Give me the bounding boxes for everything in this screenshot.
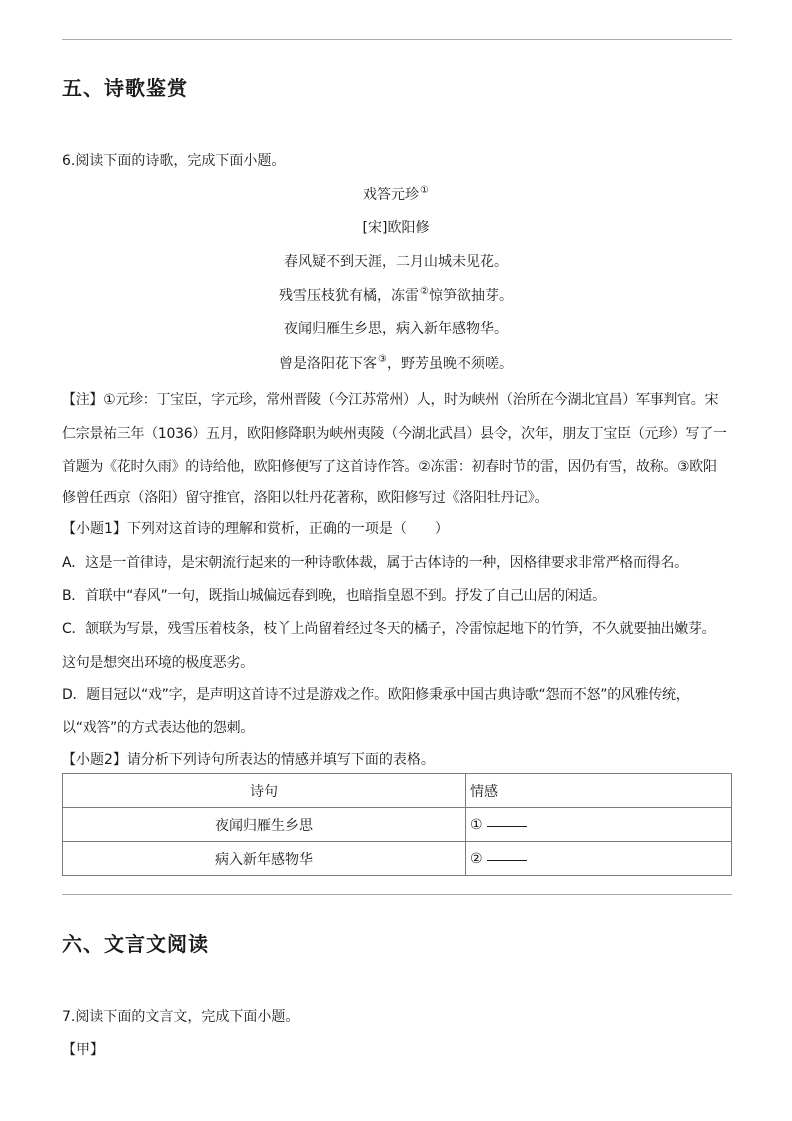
poem-note-line-4: 修曾任西京（洛阳）留守推官，洛阳以牡丹花著称，欧阳修写过《洛阳牡丹记》。 <box>62 490 549 506</box>
emotion-table <box>62 773 732 876</box>
table-row <box>63 842 732 876</box>
table-cell-poem-line: 夜闻归雁生乡思 <box>63 808 466 842</box>
footnote-mark-3: ③ <box>378 354 387 365</box>
passage-label-jia: 【甲】 <box>62 1042 104 1058</box>
sub-question-1-stem: 【小题1】下列对这首诗的理解和赏析，正确的一项是（ ） <box>62 521 449 537</box>
answer-blank[interactable] <box>487 850 527 861</box>
poem-line-4-part-b: ，野芳虽晚不须嗟。 <box>386 356 513 372</box>
section-title-poetry: 五、诗歌鉴赏 <box>62 76 188 100</box>
header-poem-line: 诗句 <box>63 774 466 808</box>
poem-line-2-part-a: 残雪压枝犹有橘，冻雷 <box>279 288 420 304</box>
question-7-prompt: 7.阅读下面的文言文，完成下面小题。 <box>62 1009 300 1025</box>
footnote-mark-1: ① <box>420 185 429 196</box>
section-title-classical-chinese: 六、文言文阅读 <box>62 932 209 956</box>
top-divider <box>62 39 732 40</box>
question-6-prompt: 6.阅读下面的诗歌，完成下面小题。 <box>62 153 286 169</box>
table-cell-emotion[interactable] <box>466 842 732 876</box>
answer-blank[interactable] <box>487 816 527 827</box>
option-c: C．颔联为写景，残雪压着枝条，枝丫上尚留着经过冬天的橘子，冷雷惊起地下的竹笋，不久就要抽出嫩芽。 <box>62 621 716 637</box>
table-cell-emotion[interactable] <box>466 808 732 842</box>
poem-note-line-1: 【注】①元珍：丁宝臣，字元珍，常州晋陵（今江苏常州）人，时为峡州（治所在今湖北宜昌）军事判官。宋 <box>62 392 719 408</box>
poem-line-4 <box>0 353 792 373</box>
poem-note-line-3: 首题为《花时久雨》的诗给他，欧阳修便写了这首诗作答。②冻雷：初春时节的雷，因仍有雪，故称。③欧阳 <box>62 459 717 475</box>
poem-author: [宋]欧阳修 <box>362 220 430 236</box>
option-a: A．这是一首律诗，是宋朝流行起来的一种诗歌体裁，属于古体诗的一种，因格律要求非常严格而得名。 <box>62 555 688 571</box>
poem-line-1: 春风疑不到天涯，二月山城未见花。 <box>284 254 508 270</box>
header-emotion: 情感 <box>466 774 732 808</box>
poem-line-4-part-a: 曾是洛阳花下客 <box>279 356 378 372</box>
option-d: D．题目冠以“戏”字，是声明这首诗不过是游戏之作。欧阳修秉承中国古典诗歌“怨而不怒”的风雅传统， <box>62 687 690 703</box>
footnote-mark-2: ② <box>420 286 429 297</box>
sub-question-2-stem: 【小题2】请分析下列诗句所表达的情感并填写下面的表格。 <box>62 752 435 768</box>
table-row <box>63 808 732 842</box>
answer-number: ① <box>470 817 483 833</box>
option-d-continued: 以“戏答”的方式表达他的怨刺。 <box>62 720 255 736</box>
table-header-row <box>63 774 732 808</box>
poem-title <box>0 184 792 204</box>
answer-number: ② <box>470 851 483 867</box>
poem-line-2 <box>0 285 792 305</box>
poem-title-text: 戏答元珍 <box>363 187 420 203</box>
poem-line-2-part-b: 惊笋欲抽芽。 <box>428 288 513 304</box>
poem-line-3: 夜闻归雁生乡思，病入新年感物华。 <box>284 321 508 337</box>
table-cell-poem-line: 病入新年感物华 <box>63 842 466 876</box>
option-b: B．首联中“春风”一句，既指山城偏远春到晚，也暗指皇恩不到。抒发了自己山居的闲适。 <box>62 588 606 604</box>
poem-note-line-2: 仁宗景祐三年（1036）五月，欧阳修降职为峡州夷陵（今湖北武昌）县令，次年，朋友丁宝臣（元珍）写了一 <box>62 426 727 442</box>
option-c-continued: 这句是想突出环境的极度恶劣。 <box>62 655 254 671</box>
section-divider <box>62 894 732 895</box>
